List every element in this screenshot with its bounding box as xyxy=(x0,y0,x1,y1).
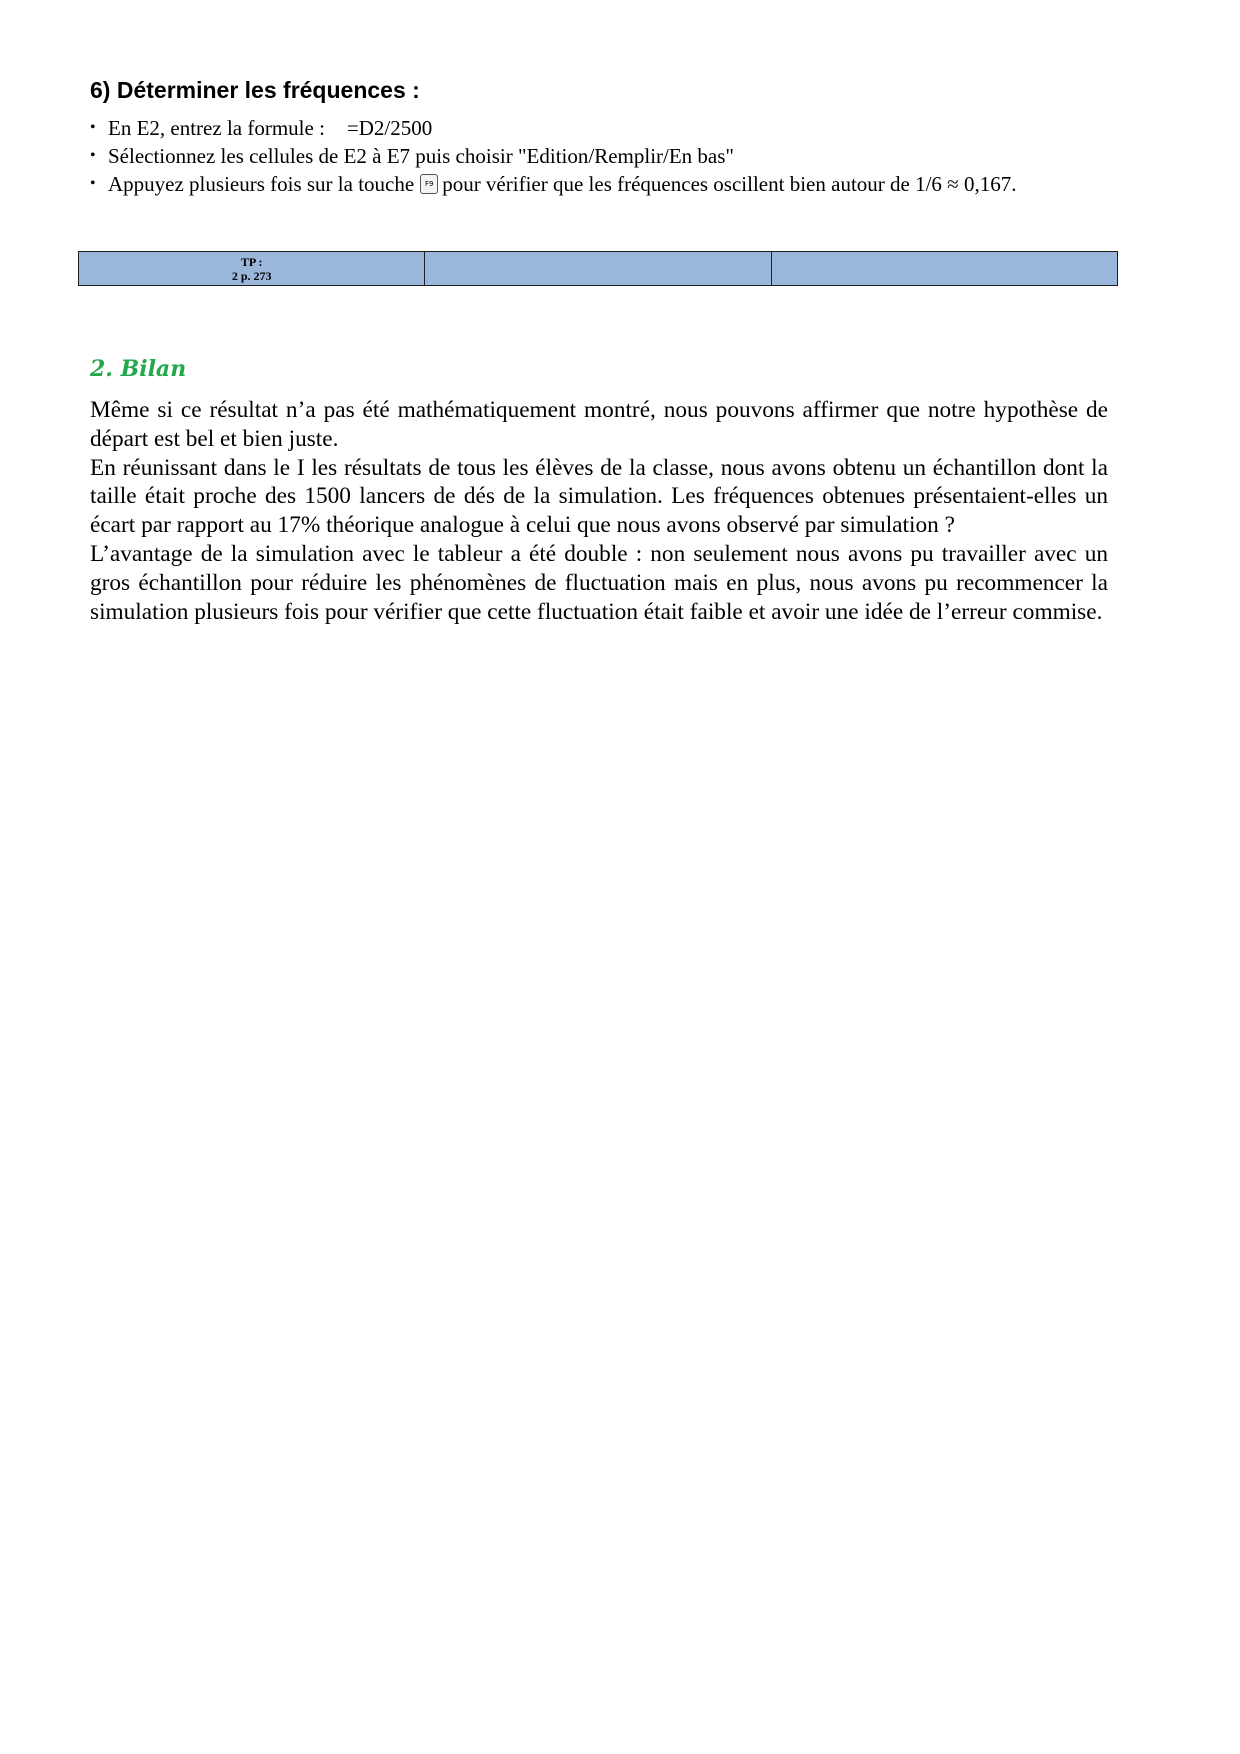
table-row xyxy=(79,252,1118,286)
tp-reference-table xyxy=(78,251,1118,286)
key-label: F9 xyxy=(424,179,434,188)
tp-cell xyxy=(79,252,425,286)
bullet-marker: • xyxy=(90,147,96,164)
bullet-marker: • xyxy=(90,175,96,192)
keyboard-key-icon xyxy=(420,174,438,194)
paragraph: Même si ce résultat n’a pas été mathématiquement montré, nous pouvons affirmer que notre hypothèse de départ est bel et bien juste. xyxy=(90,397,1108,452)
formula-text: =D2/2500 xyxy=(346,116,433,140)
table-cell xyxy=(771,252,1117,286)
instruction-text: En E2, entrez la formule : xyxy=(108,116,325,140)
list-item xyxy=(90,114,1150,142)
list-item xyxy=(90,142,1150,170)
tp-label: TP : xyxy=(240,254,263,269)
paragraph: L’avantage de la simulation avec le tableur a été double : non seulement nous avons pu travailler avec un gros échantillon pour réduire les phénomènes de fluctuation mais en plus, nous avons pu recommencer la simulation plusieurs fois pour vérifier que cette fluctuation était faible et avoir une idée de l’erreur commise. xyxy=(90,540,1108,625)
bilan-body xyxy=(90,396,1108,626)
instruction-list xyxy=(90,114,1150,198)
instruction-text: pour vérifier que les fréquences oscillent bien autour de 1/6 ≈ 0,167. xyxy=(442,172,1017,196)
paragraph: En réunissant dans le I les résultats de tous les élèves de la classe, nous avons obtenu un échantillon dont la taille était proche des 1500 lancers de dés de la simulation. Les fréquences obtenues présentaient-elles un écart par rapport au 17% théorique analogue à celui que nous avons observé par simulation ? xyxy=(90,454,1108,539)
bilan-heading: 2. Bilan xyxy=(90,356,187,382)
bullet-marker: • xyxy=(90,119,96,136)
list-item xyxy=(90,170,1150,198)
section-heading: 6) Déterminer les fréquences : xyxy=(90,77,420,103)
tp-page-reference: 2 p. 273 xyxy=(231,268,272,283)
instruction-text: Sélectionnez les cellules de E2 à E7 puis choisir "Edition/Remplir/En bas" xyxy=(108,144,735,168)
table-cell xyxy=(425,252,771,286)
instruction-text: Appuyez plusieurs fois sur la touche xyxy=(108,172,415,196)
